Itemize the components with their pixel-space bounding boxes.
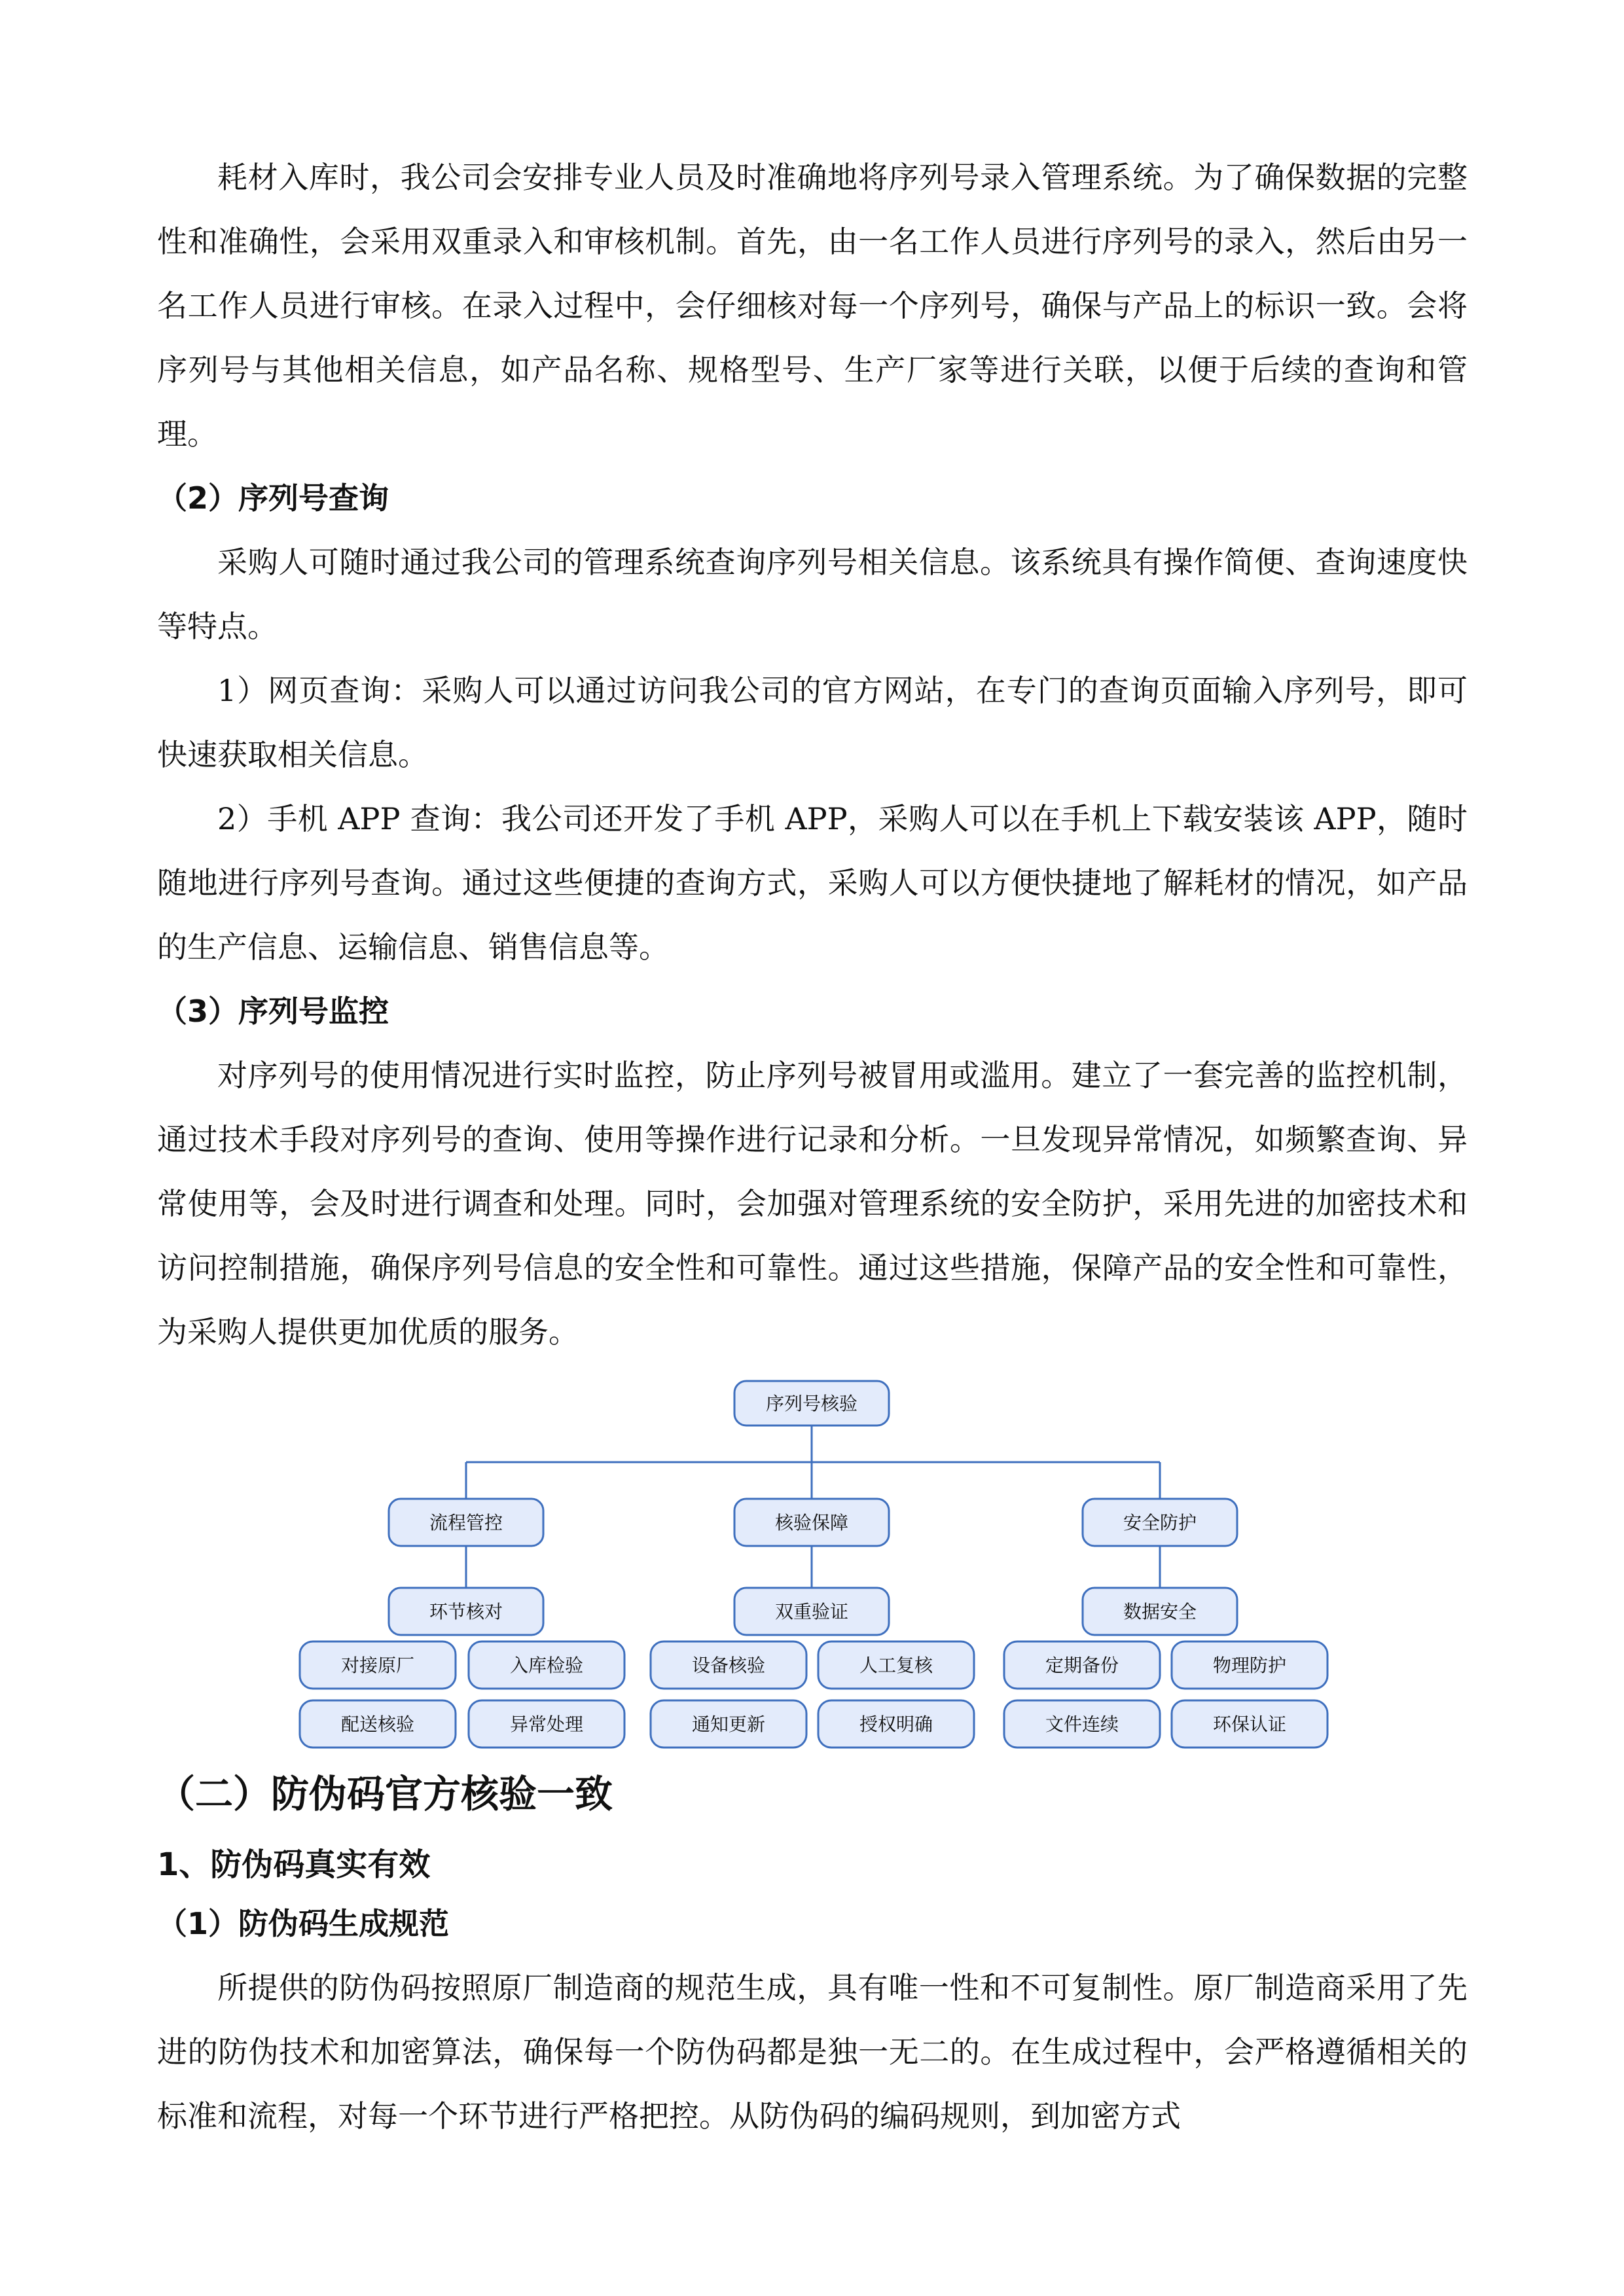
diagram-node-branch-2-label: 核验保障 <box>774 1512 849 1534</box>
subsection-heading-authentic: 1、防伪码真实有效 <box>157 1846 431 1883</box>
diagram-leaf-2-3-label: 通知更新 <box>691 1713 766 1735</box>
diagram-sub-edges <box>466 1546 1160 1588</box>
diagram-node-sub-2-label: 双重验证 <box>774 1601 849 1623</box>
paragraph-serial-entry: 耗材入库时，我公司会安排专业人员及时准确地将序列号录入管理系统。为了确保数据的完整性和准确性，会采用双重录入和审核机制。首先，由一名工作人员进行序列号的录入，然后由另一名工作人员进行审核。在录入过程中，会仔细核对每一个序列号，确保与产品上的标识一致。会将序列号与其他相关信息，如产品名称、规格型号、生产厂家等进行关联，以便于后续的查询和管理。 <box>157 160 1468 452</box>
diagram-node-sub-1-label: 环节核对 <box>429 1601 503 1623</box>
diagram-leaf-2-1-label: 设备核验 <box>691 1655 766 1676</box>
diagram-leaf-3-3-label: 文件连续 <box>1045 1713 1119 1735</box>
paragraph-serial-query: 采购人可随时通过我公司的管理系统查询序列号相关信息。该系统具有操作简便、查询速度快等特点。 <box>157 545 1468 644</box>
diagram-node-sub-3-label: 数据安全 <box>1123 1601 1197 1623</box>
diagram-leaf-1-2-label: 入库检验 <box>509 1655 584 1676</box>
diagram-leaf-2-2-label: 人工复核 <box>859 1655 933 1676</box>
diagram-node-root-label: 序列号核验 <box>765 1393 858 1414</box>
section-heading-anti-counterfeit: （二）防伪码官方核验一致 <box>157 1772 613 1816</box>
diagram-leaf-1-3-label: 配送核验 <box>340 1713 415 1735</box>
diagram-leaf-3-2-label: 物理防护 <box>1212 1655 1287 1676</box>
paragraph-web-query: 1）网页查询：采购人可以通过访问我公司的官方网站，在专门的查询页面输入序列号，即可快速获取相关信息。 <box>157 673 1468 772</box>
diagram-leaf-3-1-label: 定期备份 <box>1045 1655 1119 1676</box>
diagram-leaf-1-4-label: 异常处理 <box>509 1713 584 1735</box>
heading-serial-monitor: （3）序列号监控 <box>157 994 389 1029</box>
diagram-leaf-3-4-label: 环保认证 <box>1212 1713 1287 1735</box>
paragraph-code-generation: 所提供的防伪码按照原厂制造商的规范生成，具有唯一性和不可复制性。原厂制造商采用了先进的防伪技术和加密算法，确保每一个防伪码都是独一无二的。在生成过程中，会严格遵循相关的标准和流程，对每一个环节进行严格把控。从防伪码的编码规则，到加密方式 <box>157 1970 1468 2134</box>
diagram-node-branch-3-label: 安全防护 <box>1123 1512 1197 1534</box>
heading-serial-query: （2）序列号查询 <box>157 480 389 516</box>
diagram-root-edges <box>466 1426 1160 1499</box>
diagram-leaf-2-4-label: 授权明确 <box>859 1713 933 1735</box>
paragraph-app-query: 2）手机 APP 查询：我公司还开发了手机 APP，采购人可以在手机上下载安装该 APP，随时随地进行序列号查询。通过这些便捷的查询方式，采购人可以方便快捷地了解耗材的情况，如产品的生产信息、运输信息、销售信息等。 <box>157 801 1468 965</box>
paragraph-serial-monitor: 对序列号的使用情况进行实时监控，防止序列号被冒用或滥用。建立了一套完善的监控机制，通过技术手段对序列号的查询、使用等操作进行记录和分析。一旦发现异常情况，如频繁查询、异常使用等，会及时进行调查和处理。同时，会加强对管理系统的安全防护，采用先进的加密技术和访问控制措施，确保序列号信息的安全性和可靠性。通过这些措施，保障产品的安全性和可靠性，为采购人提供更加优质的服务。 <box>157 1058 1468 1350</box>
diagram-node-branch-1-label: 流程管控 <box>429 1512 503 1534</box>
diagram-leaf-1-1-label: 对接原厂 <box>340 1655 415 1676</box>
heading-code-generation: （1）防伪码生成规范 <box>157 1906 450 1941</box>
